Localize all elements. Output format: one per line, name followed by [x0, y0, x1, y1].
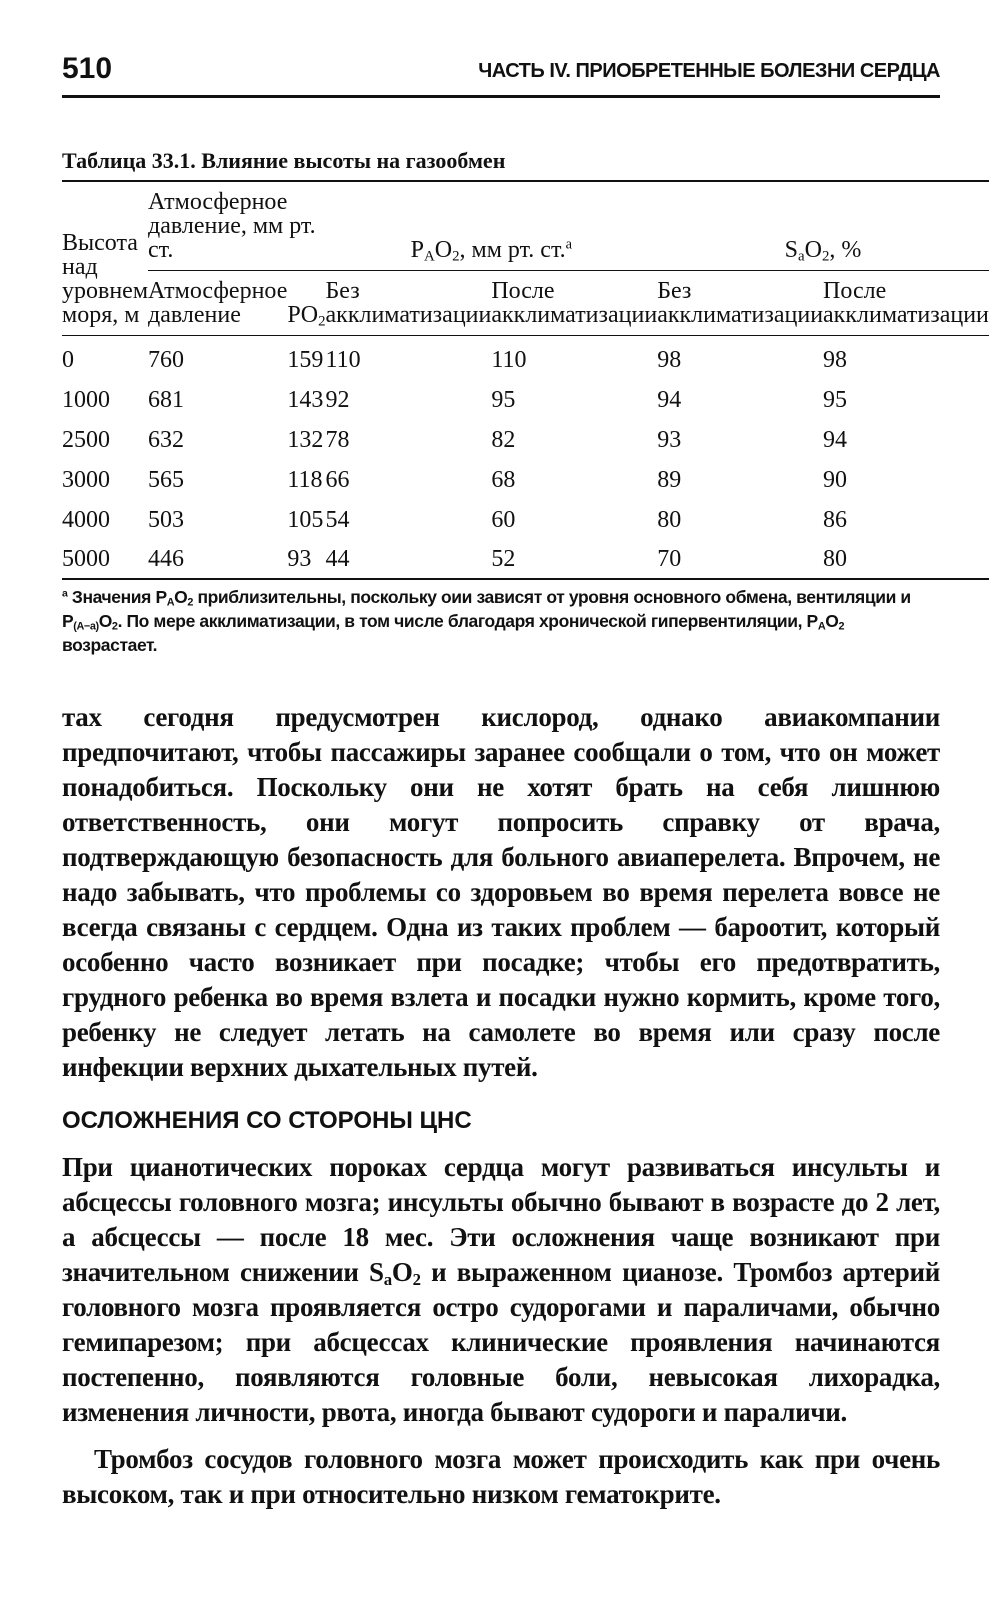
- table-cell: 98: [823, 347, 848, 373]
- table-cell: 95: [491, 387, 516, 413]
- header-rule: [62, 95, 940, 98]
- page-number: 510: [62, 52, 113, 85]
- table-cell: 110: [325, 347, 361, 373]
- table-cell: 5000: [62, 540, 148, 579]
- header-pao2-group: $P_AO_2$, мм рт. ст.$^a$: [326, 181, 658, 271]
- table-cell: 86: [823, 507, 848, 533]
- table-cell: 94: [657, 387, 682, 413]
- header-altitude: Высота над уровнем моря, м: [62, 181, 148, 336]
- header-pao2-no-accl: Без акклиматизации: [326, 271, 492, 336]
- table-row: [62, 420, 989, 460]
- table-cell: 54: [325, 507, 350, 533]
- table-caption: [62, 148, 505, 174]
- table-caption-number: Таблица 33.1.: [62, 148, 196, 173]
- table-cell: 159: [287, 347, 324, 373]
- running-head: [62, 52, 940, 92]
- paragraph-air-travel: тах сегодня предусмотрен кислород, однако авиакомпании предпочитают, чтобы пассажиры заранее сообщали о том, что он может понадобиться. Поскольку они не хотят брать на себя лишнюю ответственность, они могут попросить справку от врача, подтверждающую безопасность для больного авиаперелета. Впрочем, не надо забывать, что проблемы со здоровьем во время перелета вовсе не всегда связаны с сердцем. Одна из таких проблем — бароотит, который особенно часто возникает при посадке; чтобы его предотвратить, грудного ребенка во время взлета и посадки нужно кормить, кроме того, ребенку не следует летать на самолете во время или сразу после инфекции верхних дыхательных путей.: [62, 702, 940, 1082]
- table-cell: 760: [148, 347, 185, 373]
- table-cell: 95: [823, 387, 848, 413]
- paragraph-cns-complications: При цианотических пороках сердца могут развиваться инсульты и абсцессы головного мозга; инсульты обычно бывают в возрасте до 2 лет, а абсцессы — после 18 мес. Эти осложнения чаще возникают при значительном снижении $S_aO_2$ и выраженном цианозе. Тромбоз артерий головного мозга проявляется остро судорогами и параличами, обычно гемипарезом; при абсцессах клинические проявления начинаются постепенно, появляются головные боли, невысокая лихорадка, изменения личности, рвота, иногда бывают судороги и параличи.: [62, 1152, 940, 1427]
- header-po2: $PO_2$: [287, 271, 325, 336]
- table-cell: 52: [491, 540, 657, 579]
- table-cell: 4000: [62, 507, 110, 533]
- table-cell: 93: [287, 540, 325, 579]
- table-cell: 90: [823, 467, 848, 493]
- table-cell: 80: [823, 540, 989, 579]
- table-header-row: [62, 181, 989, 271]
- paragraph-thrombosis: Тромбоз сосудов головного мозга может происходить как при очень высоком, так и при относительно низком гематокрите.: [62, 1444, 940, 1509]
- table-cell: 503: [148, 507, 185, 533]
- table-cell: 3000: [62, 467, 110, 493]
- table-cell: 143: [287, 387, 324, 413]
- table-cell: 44: [326, 540, 492, 579]
- table-cell: 78: [325, 427, 350, 453]
- table-cell: 82: [491, 427, 516, 453]
- header-sao2-after-accl: После акклиматизации: [823, 271, 989, 336]
- table-cell: 118: [287, 467, 323, 493]
- table-caption-text: Влияние высоты на газообмен: [201, 148, 506, 173]
- table-cell: 68: [491, 467, 516, 493]
- table-cell: 94: [823, 427, 848, 453]
- table-cell: 2500: [62, 427, 110, 453]
- table-cell: 60: [491, 507, 516, 533]
- altitude-gas-exchange-table: [62, 180, 989, 580]
- table-row: [62, 380, 989, 420]
- table-footnote: $^a$ Значения $P_AO_2$ приблизительны, поскольку оии зависят от уровня основного обмена, вентиляции и $P_{(A-a)}O_2$. По мере акклиматизации, в том числе благодаря хронической гипервентиляции, $P_AO_2$ возрастает.: [62, 587, 911, 655]
- table-cell: 93: [657, 427, 682, 453]
- header-atm-group: Атмосферное давление, мм рт. ст.: [148, 181, 325, 271]
- table-cell: 110: [491, 347, 527, 373]
- header-atm-pressure: Атмосферное давление: [148, 271, 287, 336]
- table-cell: 66: [325, 467, 350, 493]
- table-cell: 681: [148, 387, 185, 413]
- table-row: [62, 460, 989, 500]
- section-heading: ОСЛОЖНЕНИЯ СО СТОРОНЫ ЦНС: [62, 1107, 472, 1134]
- table-cell: 632: [148, 427, 185, 453]
- table-cell: 565: [148, 467, 185, 493]
- table-row: [62, 500, 989, 540]
- header-sao2-group: $S_aO_2$, %: [657, 181, 989, 271]
- table-cell: 92: [325, 387, 350, 413]
- table-cell: 80: [657, 507, 682, 533]
- header-sao2-no-accl: Без акклиматизации: [657, 271, 823, 336]
- table-cell: 98: [657, 347, 682, 373]
- header-pao2-after-accl: После акклиматизации: [491, 271, 657, 336]
- table-cell: 105: [287, 507, 324, 533]
- chapter-title: ЧАСТЬ IV. ПРИОБРЕТЕННЫЕ БОЛЕЗНИ СЕРДЦА: [478, 60, 940, 82]
- table-cell: 132: [287, 427, 324, 453]
- table-cell: 0: [62, 347, 74, 373]
- table-row: [62, 540, 989, 579]
- table-cell: 1000: [62, 387, 110, 413]
- table-subheader-row: [62, 271, 989, 336]
- table-cell: 89: [657, 467, 682, 493]
- table-row: [62, 336, 989, 381]
- table-cell: 70: [657, 540, 823, 579]
- table-cell: 446: [148, 540, 287, 579]
